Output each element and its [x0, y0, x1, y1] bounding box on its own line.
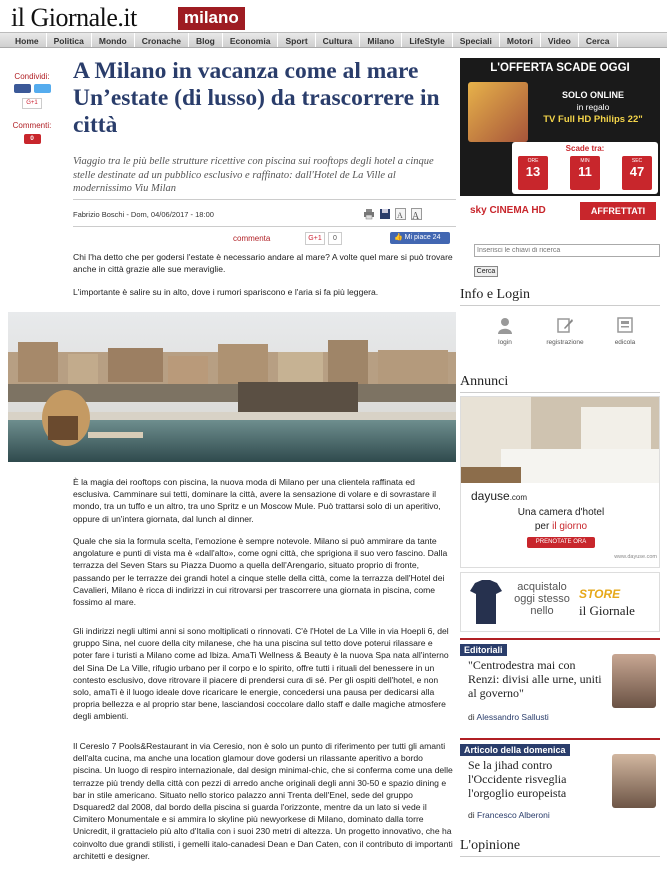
logo-suffix: .it [117, 3, 137, 32]
editoriale-headline[interactable]: "Centrodestra mai con Renzi: divisi alle urne, uniti al governo" [468, 658, 602, 700]
font-decrease-icon[interactable] [395, 208, 406, 220]
comments-count-badge[interactable]: 0 [24, 134, 41, 144]
dayuse-tagline-2-highlight: il giorno [552, 521, 588, 532]
domenica-author-name[interactable]: Francesco Alberoni [477, 810, 550, 820]
article-subtitle: Viaggio tra le più belle strutture ricettive con piscina sui rooftops degli hotel a cinque stelle destinate ad un pubblico esclusivo e raffinato: dall'Hotel de La Ville al modernissimo Viu Milan [73, 156, 434, 194]
countdown-seconds-label: SEC [631, 158, 643, 164]
countdown-label: Scade tra: [565, 144, 605, 153]
countdown-hours [518, 156, 548, 190]
article-image [8, 312, 456, 462]
dayuse-book-button[interactable]: PRENOTATE ORA [527, 537, 595, 548]
logo-text: il Giornale [11, 3, 118, 32]
author-photo-2 [612, 754, 656, 808]
body-paragraph-1: È la magia dei rooftops con piscina, la nuova moda di Milano per una clientela raffinata ed esclusiva. Camminare sui tetti, dominare la città, avere la sensazione di volare e di sovrastare il mondo, tra un tuffo e un altro, tra uno Spritz e un Moscow Mule. Può trattarsi solo di un aperitivo, oppure di un'intera giornata, dal lunch al dinner. [73, 477, 441, 524]
search-input[interactable] [474, 244, 660, 257]
dayuse-tagline-2 [461, 521, 660, 532]
comment-link[interactable]: commenta [233, 234, 271, 243]
nav-item-politica[interactable]: Politica [47, 33, 92, 47]
store-line-2: oggi stesso [514, 593, 570, 605]
domenica-author-prefix: di [468, 810, 475, 820]
dayuse-logo [471, 489, 527, 503]
city-badge[interactable]: milano [178, 7, 245, 30]
annunci-heading: Annunci [460, 374, 660, 393]
hotel-room-image [461, 397, 660, 483]
font-increase-icon[interactable] [411, 208, 422, 220]
ad-line1: SOLO ONLINE [561, 90, 624, 100]
sky-logo: sky CINEMA HD [470, 205, 546, 216]
like-label: Mi piace 24 [404, 234, 441, 241]
svg-text:A: A [412, 211, 420, 219]
svg-text:A: A [397, 211, 403, 219]
intro-paragraph-1: Chi l'ha detto che per godersi l'estate è necessario andare al mare? A volte quel mare si può trovare anche in città grazie alle sue meraviglie. [73, 252, 453, 275]
user-icon [496, 316, 514, 334]
twitter-share-icon[interactable] [34, 84, 51, 93]
countdown-hours-value: 13 [525, 164, 541, 179]
site-logo[interactable] [11, 3, 137, 33]
gplus-share-button[interactable]: G+1 [22, 98, 42, 109]
dayuse-url: www.dayuse.com [614, 554, 657, 560]
editoriale-author-name[interactable]: Alessandro Sallusti [476, 712, 549, 722]
body-paragraph-4: Il Cereslo 7 Pools&Restaurant in via Ceresio, non è solo un punto di riferimento per tutti gli amanti dell'alta cucina, ma anche una location glamour dove godersi un rilassante aperitivo a bordo piscina. Un luogo di respiro internazionale, dal design minimal-chic, che si conferma come una delle terrazze più trendy della città con pezzi di arredo anche originali degli anni 30-50 e spazio dining e bar in stile americano. Situato nello storico palazzo anni Trenta dell'Enel, sede del gruppo Dsquared2 dal 2008, dal bordo della piscina si guarda l'orizzonte, mentre da un lato si vede il Cimitero Monumentale e si ammira lo skyline più newyorkese di Milano, dominato dalla torre Unicredit, il grattacielo più alto d'Italia con i suoi 230 metri di altezza. Un progetto innovativo, che ha coinvolto due grandi stilisti, i gemelli italo-canadesi Dean e Dan Caten, con il contributo di importanti architetti e designer. [73, 741, 453, 861]
ad-character-image [468, 82, 528, 142]
ad-line2: in regalo [576, 102, 610, 112]
store-ad[interactable] [460, 572, 660, 632]
countdown-seconds-value: 47 [629, 164, 645, 179]
edicola-link[interactable] [610, 316, 640, 346]
body-paragraph-3: Gli indirizzi negli ultimi anni si sono moltiplicati o rinnovati. C'è l'Hotel de La Ville in via Hoepli 6, del gruppo Sina, nel cuore della city milanese, che ha una piscina sul tetto dove poterui rilassare e poter fare i turisti a Milano come ad Ibiza. AmaTi Wellness & Beauty è la nuova Spa nata all'interno del Sina De La Ville, rifugio urbano per il corpo e lo spirito, offre tutti i rituali del benessere in un contesto esclusivo, dove ritrovare il piacere di prendersi cura di sé. Per gli ospiti dell'hotel, e non solo, amaTi è il luogo ideale dove ricaricare le energie, concedersi una pausa per dedicarsi alla propria bellezza e al proprio star bene, lasciandosi coccolare dallo staff e dalle magiche atmosfere degli ambienti. [73, 626, 449, 722]
nav-item-milano[interactable]: Milano [360, 33, 402, 47]
dayuse-domain: .com [509, 493, 528, 502]
main-nav [0, 32, 667, 48]
share-column [6, 72, 58, 144]
nav-item-sport[interactable]: Sport [278, 33, 315, 47]
save-icon[interactable] [379, 208, 390, 220]
share-label: Condividi: [14, 72, 50, 81]
body-paragraph-2: Quale che sia la formula scelta, l'emozione è sempre notevole. Milano si può ammirare da tante angolature e punti di vista ma è «dall'alto», come ogni città, che sprigiona il suo vero fascino. Dalla terrazza del Seven Stars su Piazza Duomo a quella dell'Arengario, situato proprio di fronte, passando per le terrazze dei grandi hotel a cinque stelle della città, come la terrazza dell'Hotel dei Cavalieri, Milano è ricca di indirizzi in cui ritrovarsi per trascorrere una giornata in piscina, come fossimo al mare. [73, 536, 448, 608]
affrettati-button[interactable]: AFFRETTATI [580, 202, 656, 220]
ad-footer [460, 196, 660, 226]
registration-label: registrazione [546, 339, 584, 346]
tshirt-icon [469, 579, 503, 625]
ad-line3: TV Full HD Philips 22" [543, 114, 643, 125]
gplus-button[interactable]: G+1 [305, 232, 325, 245]
domenica-author [468, 810, 550, 820]
nav-item-motori[interactable]: Motori [500, 33, 541, 47]
nav-item-economia[interactable]: Economia [223, 33, 279, 47]
search-button[interactable]: Cerca [474, 266, 498, 277]
byline-bar [73, 199, 456, 227]
like-icon: 👍 [394, 234, 403, 241]
editoriale-author-prefix: di [468, 712, 475, 722]
registration-link[interactable] [542, 316, 588, 346]
sky-ad[interactable] [460, 58, 660, 226]
countdown-minutes-label: MIN [580, 158, 590, 164]
nav-item-mondo[interactable]: Mondo [92, 33, 135, 47]
nav-item-blog[interactable]: Blog [189, 33, 223, 47]
login-link[interactable] [490, 316, 520, 346]
login-label: login [498, 339, 512, 346]
edit-icon [556, 316, 574, 334]
countdown-box [512, 142, 658, 194]
nav-item-speciali[interactable]: Speciali [453, 33, 500, 47]
print-icon[interactable] [363, 208, 374, 220]
intro-paragraph-2: L'importante è salire su in alto, dove i rumori spariscono e l'aria si fa più leggera. [73, 287, 379, 297]
domenica-headline[interactable]: Se la jihad contro l'Occidente risveglia l'orgoglio europeista [468, 758, 567, 800]
facebook-share-icon[interactable] [14, 84, 31, 93]
countdown-minutes [570, 156, 600, 190]
nav-item-video[interactable]: Video [541, 33, 579, 47]
dayuse-ad[interactable] [460, 396, 660, 568]
author-photo [612, 654, 656, 708]
nav-item-lifestyle[interactable]: LifeStyle [402, 33, 452, 47]
article-title: A Milano in vacanza come al mare Un’estate (di lusso) da trascorrere in città [73, 58, 440, 138]
dayuse-tagline-2-pre: per [534, 521, 550, 532]
nav-item-cultura[interactable]: Cultura [316, 33, 361, 47]
facebook-like-button[interactable] [390, 232, 450, 244]
store-brand-name: il Giornale [579, 603, 635, 618]
gplus-count: 0 [328, 232, 342, 245]
opinione-heading: L'opinione [460, 838, 660, 857]
countdown-hours-label: ORE [527, 158, 539, 164]
nav-item-cerca[interactable]: Cerca [579, 33, 618, 47]
dayuse-tagline-1: Una camera d'hotel [517, 507, 605, 518]
newspaper-icon [616, 316, 634, 334]
store-line-3: nello [530, 605, 554, 617]
byline: Fabrizio Boschi - Dom, 04/06/2017 - 18:00 [73, 210, 214, 219]
domenica-label: Articolo della domenica [460, 744, 570, 756]
nav-item-cronache[interactable]: Cronache [135, 33, 189, 47]
countdown-minutes-value: 11 [578, 164, 592, 179]
dayuse-brand: dayuse [471, 489, 510, 503]
countdown-seconds [622, 156, 652, 190]
store-text [511, 581, 573, 617]
social-bar [73, 232, 456, 248]
editoriale-author [468, 712, 549, 722]
info-login-heading: Info e Login [460, 287, 660, 306]
comments-label: Commenti: [12, 121, 52, 130]
edicola-label: edicola [614, 339, 636, 346]
ad-title: L'OFFERTA SCADE OGGI [490, 62, 630, 74]
nav-item-home[interactable]: Home [8, 33, 47, 47]
store-logo: STORE [579, 587, 621, 601]
store-line-1: acquistalo [517, 581, 567, 593]
editoriali-label: Editoriali [460, 644, 507, 656]
